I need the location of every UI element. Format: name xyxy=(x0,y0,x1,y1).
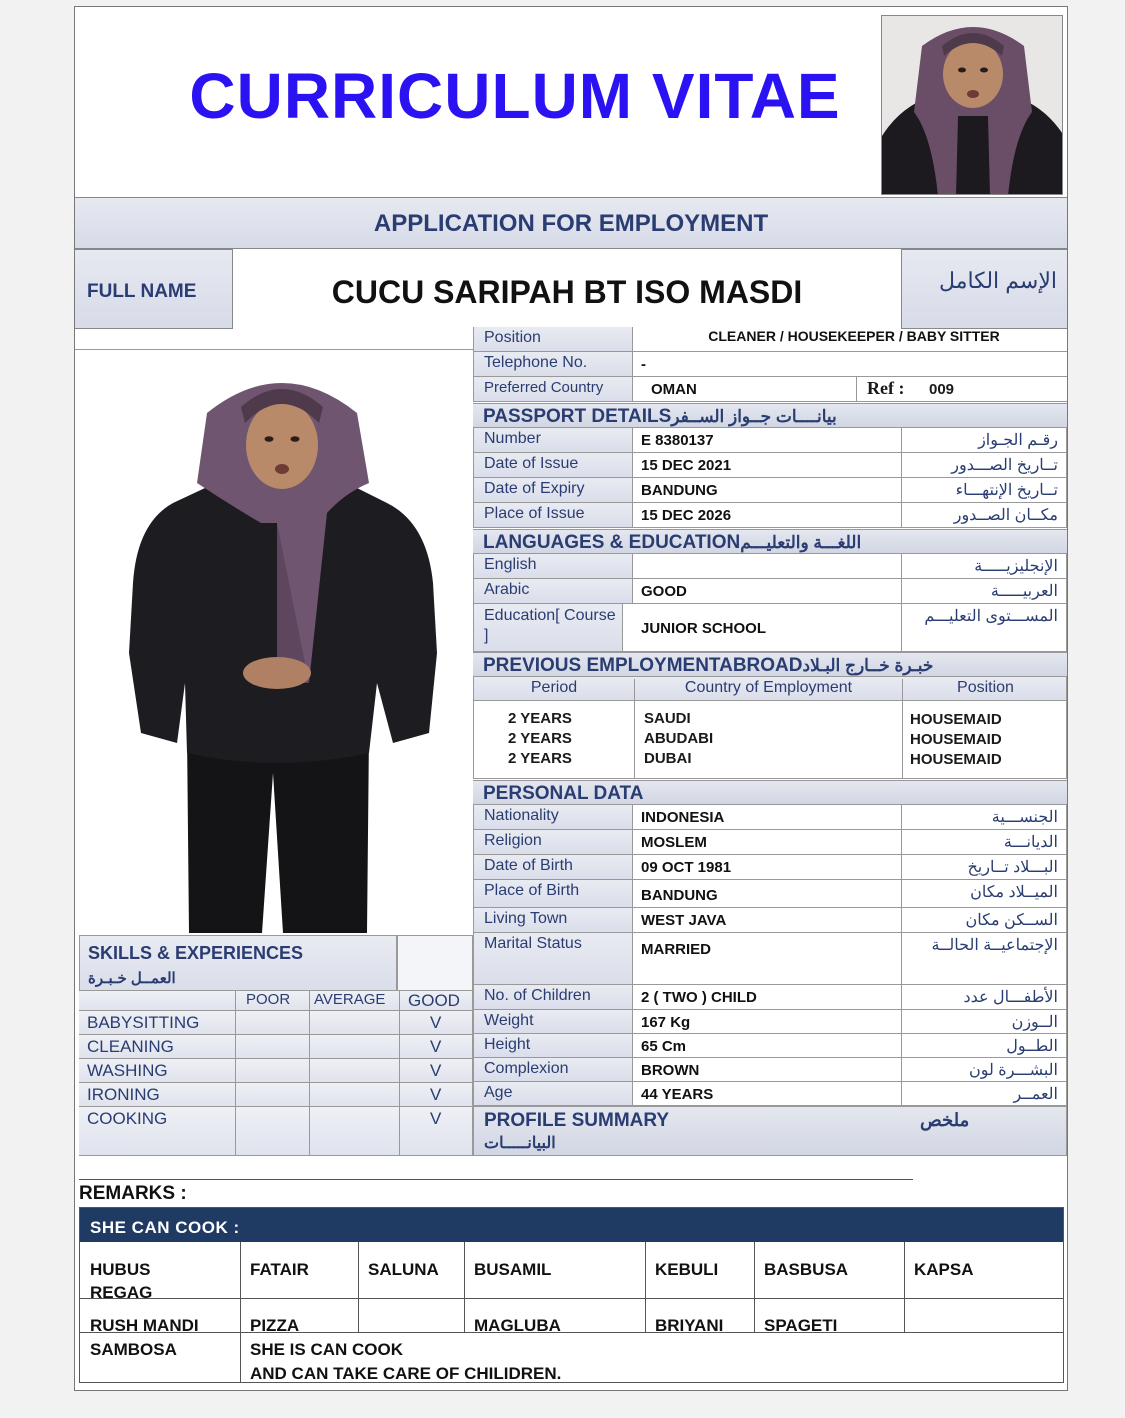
issue-date-label: Date of Issue xyxy=(473,453,633,477)
employment-period: 2 YEARS xyxy=(508,710,572,727)
personal-section-title xyxy=(473,780,1067,805)
arabic-label-ar: العربيـــــة xyxy=(901,579,1067,603)
languages-title: LANGUAGES & EDUCATION xyxy=(483,532,741,553)
complexion-label: Complexion xyxy=(473,1058,633,1081)
skills-header-gap xyxy=(397,935,473,991)
children-label-ar: الأطفـــال عدد xyxy=(901,985,1067,1009)
employment-period: 2 YEARS xyxy=(508,730,572,747)
position-value: CLEANER / HOUSEKEEPER / BABY SITTER xyxy=(708,328,1000,344)
skills-title: SKILLS & EXPERIENCES xyxy=(88,943,304,963)
age-label-ar: العمــر xyxy=(901,1082,1067,1105)
cooking-table xyxy=(79,1207,1064,1383)
personal-title: PERSONAL DATA xyxy=(483,783,644,804)
ref-label: Ref : xyxy=(867,378,905,398)
languages-title-ar: اللغـــة والتعليـــم xyxy=(740,533,862,552)
english-label-ar: الإنجليزيـــــة xyxy=(901,554,1067,578)
marital-status-label: Marital Status xyxy=(473,933,633,984)
remarks-note: SHE IS CAN COOK xyxy=(250,1340,404,1359)
country-header: Country of Employment xyxy=(634,679,902,703)
weight-label-ar: الــوزن xyxy=(901,1010,1067,1033)
country-label: Preferred Country xyxy=(473,377,633,401)
nationality-value: INDONESIA xyxy=(641,809,725,826)
skills-title-ar: العمــل خـبـرة xyxy=(88,970,176,987)
dish: BUSAMIL xyxy=(474,1260,552,1279)
skill-name: BABYSITTING xyxy=(87,1013,200,1032)
issue-place-label-ar: مكــان الصــدور xyxy=(901,503,1067,527)
personal-row xyxy=(473,1010,1067,1034)
passport-row xyxy=(473,428,1067,453)
telephone-row xyxy=(473,352,1067,377)
education-label-ar: المســـتوى التعليـــم xyxy=(901,604,1067,651)
arabic-label: Arabic xyxy=(473,579,633,603)
passport-number-value: E 8380137 xyxy=(641,432,714,449)
personal-row xyxy=(473,1082,1067,1106)
skill-row xyxy=(79,1011,473,1035)
age-label: Age xyxy=(473,1082,633,1105)
passport-title: PASSPORT DETAILS xyxy=(483,406,672,427)
height-label: Height xyxy=(473,1034,633,1057)
personal-row xyxy=(473,985,1067,1010)
employment-title-ar: خبـرة خــارج البـلاد xyxy=(802,656,934,675)
issue-place-value: 15 DEC 2026 xyxy=(641,507,732,524)
skill-name: IRONING xyxy=(87,1085,160,1104)
skill-name: COOKING xyxy=(87,1109,168,1128)
country-row xyxy=(473,377,1067,402)
nationality-label-ar: الجنســـية xyxy=(901,805,1067,829)
passport-row xyxy=(473,453,1067,478)
birth-place-label-ar: الميــلاد مكان xyxy=(901,880,1067,907)
full-name-label: FULL NAME xyxy=(75,249,233,329)
religion-label-ar: الديانـــة xyxy=(901,830,1067,854)
passport-row xyxy=(473,478,1067,503)
birth-date-label-ar: البـــلاد تــاريخ xyxy=(901,855,1067,879)
expiry-date-label-ar: تــاريخ الإنتهـــاء xyxy=(901,478,1067,502)
education-value: JUNIOR SCHOOL xyxy=(641,620,767,637)
children-label: No. of Children xyxy=(473,985,633,1009)
profile-summary xyxy=(473,1106,1067,1156)
personal-row xyxy=(473,880,1067,908)
dish: SPAGETI xyxy=(764,1316,838,1335)
employment-country: ABUDABI xyxy=(644,730,714,747)
english-value xyxy=(641,554,896,578)
level-average: AVERAGE xyxy=(314,991,386,1008)
personal-row xyxy=(473,1034,1067,1058)
weight-value: 167 Kg xyxy=(641,1014,691,1031)
skill-good-mark: V xyxy=(430,1037,442,1056)
level-good: GOOD xyxy=(408,991,460,1010)
remarks-note: AND CAN TAKE CARE OF CHILIDREN. xyxy=(250,1364,562,1383)
living-town-label: Living Town xyxy=(473,908,633,932)
birth-place-label: Place of Birth xyxy=(473,880,633,907)
remarks-label: REMARKS : xyxy=(79,1183,187,1204)
issue-date-value: 15 DEC 2021 xyxy=(641,457,732,474)
education-label: Education[ Course ] xyxy=(473,604,623,651)
dish: PIZZA xyxy=(250,1316,300,1335)
skill-good-mark: V xyxy=(430,1085,442,1104)
skill-row xyxy=(79,1059,473,1083)
dish: RUSH MANDI xyxy=(90,1316,199,1335)
skill-row xyxy=(79,1035,473,1059)
weight-label: Weight xyxy=(473,1010,633,1033)
employment-period: 2 YEARS xyxy=(508,750,572,767)
level-poor: POOR xyxy=(246,991,291,1008)
religion-value: MOSLEM xyxy=(641,834,707,851)
age-value: 44 YEARS xyxy=(641,1086,714,1103)
skill-row xyxy=(79,1083,473,1107)
full-body-photo xyxy=(77,353,469,933)
employment-position: HOUSEMAID xyxy=(910,731,1002,748)
living-town-label-ar: الســكن مكان xyxy=(901,908,1067,932)
height-label-ar: الطــول xyxy=(901,1034,1067,1057)
language-row xyxy=(473,604,1067,652)
telephone-label: Telephone No. xyxy=(473,352,633,376)
position-header: Position xyxy=(902,679,1068,703)
complexion-label-ar: البشـــرة لون xyxy=(901,1058,1067,1081)
dish: HUBUS REGAG xyxy=(90,1260,153,1302)
profile-title-ar: البيانـــــات xyxy=(484,1135,556,1152)
ref-value: 009 xyxy=(929,381,955,398)
employment-title: PREVIOUS EMPLOYMENTABROAD xyxy=(483,655,803,676)
expiry-date-label: Date of Expiry xyxy=(473,478,633,502)
passport-number-label: Number xyxy=(473,428,633,452)
application-title: APPLICATION FOR EMPLOYMENT xyxy=(75,197,1067,249)
cv-page xyxy=(74,6,1068,1391)
issue-date-label-ar: تــاريخ الصـــدور xyxy=(901,453,1067,477)
cv-title: CURRICULUM VITAE xyxy=(189,60,841,132)
personal-row xyxy=(473,908,1067,933)
country-value: OMAN xyxy=(651,381,697,398)
employment-table xyxy=(473,701,1067,779)
passport-row xyxy=(473,503,1067,528)
passport-number-label-ar: رقـم الجـواز xyxy=(901,428,1067,452)
passport-section-title xyxy=(473,403,1067,428)
height-value: 65 Cm xyxy=(641,1038,687,1055)
birth-place-value: BANDUNG xyxy=(641,887,718,904)
issue-place-label: Place of Issue xyxy=(473,503,633,527)
nationality-label: Nationality xyxy=(473,805,633,829)
dish: BRIYANI xyxy=(655,1316,724,1335)
profile-title: PROFILE SUMMARY xyxy=(484,1110,670,1131)
skills-header xyxy=(79,935,397,991)
skill-name: WASHING xyxy=(87,1061,168,1080)
employment-position: HOUSEMAID xyxy=(910,751,1002,768)
position-row xyxy=(473,327,1067,352)
marital-status-value: MARRIED xyxy=(641,941,711,958)
expiry-date-value: BANDUNG xyxy=(641,482,718,499)
religion-label: Religion xyxy=(473,830,633,854)
dish: KEBULI xyxy=(655,1260,719,1279)
cook-title: SHE CAN COOK : xyxy=(80,1208,1063,1242)
portrait-photo xyxy=(881,15,1063,195)
complexion-value: BROWN xyxy=(641,1062,700,1079)
arabic-value: GOOD xyxy=(641,583,687,600)
language-row xyxy=(473,554,1067,579)
skill-name: CLEANING xyxy=(87,1037,174,1056)
employment-position: HOUSEMAID xyxy=(910,711,1002,728)
personal-row xyxy=(473,933,1067,985)
dish: KAPSA xyxy=(914,1260,974,1279)
skill-row xyxy=(79,1107,473,1156)
full-name-label-ar: الإسم الكامل xyxy=(901,249,1067,329)
skills-levels-row xyxy=(79,991,473,1011)
english-label: English xyxy=(473,554,633,578)
birth-date-value: 09 OCT 1981 xyxy=(641,859,732,876)
employment-country: SAUDI xyxy=(644,710,691,727)
marital-status-label-ar: الإجتماعيــة الحالــة xyxy=(901,933,1067,984)
dish: BASBUSA xyxy=(764,1260,849,1279)
birth-date-label: Date of Birth xyxy=(473,855,633,879)
period-header: Period xyxy=(530,679,578,696)
children-value: 2 ( TWO ) CHILD xyxy=(641,989,757,1006)
dish: MAGLUBA xyxy=(474,1316,561,1335)
living-town-value: WEST JAVA xyxy=(641,912,727,929)
employment-country: DUBAI xyxy=(644,750,692,767)
dish: SAMBOSA xyxy=(90,1340,177,1359)
personal-row xyxy=(473,1058,1067,1082)
language-row xyxy=(473,579,1067,604)
dish: SALUNA xyxy=(368,1260,439,1279)
personal-row xyxy=(473,805,1067,830)
personal-row xyxy=(473,830,1067,855)
full-name-value: CUCU SARIPAH BT ISO MASDI xyxy=(331,274,803,310)
personal-row xyxy=(473,855,1067,880)
position-label: Position xyxy=(473,327,633,351)
employment-header-row xyxy=(473,677,1067,701)
passport-title-ar: بيانــــات جــواز الســفر xyxy=(671,407,837,426)
languages-section-title xyxy=(473,529,1067,554)
divider xyxy=(75,349,473,350)
skill-good-mark: V xyxy=(430,1013,442,1032)
employment-section-title xyxy=(473,652,1067,677)
skill-good-mark: V xyxy=(430,1061,442,1080)
telephone-value: - xyxy=(641,356,646,373)
skill-good-mark: V xyxy=(430,1109,442,1128)
remarks-divider xyxy=(79,1179,913,1180)
profile-title-ar-right: ملخص xyxy=(920,1110,970,1130)
dish: FATAIR xyxy=(250,1260,309,1279)
